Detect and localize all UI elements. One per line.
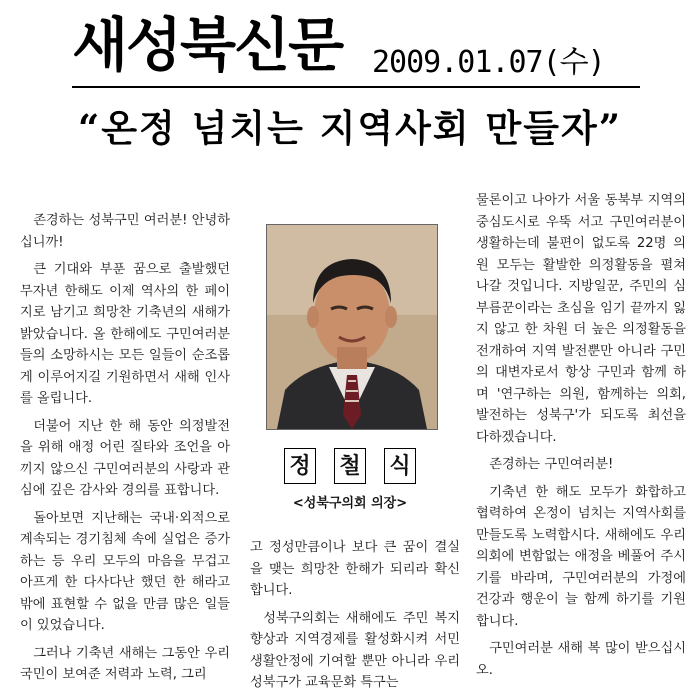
article-paragraph: 고 정성만큼이나 보다 큰 꿈이 결실을 맺는 희망찬 한해가 되리라 확신합니다.: [250, 540, 460, 598]
article-paragraph: 기축년 한 해도 모두가 화합하고 협력하여 온정이 넘치는 지역사회를 만들도록 노력합시다. 새해에도 우리의회에 변함없는 애정을 베풀어 주시기를 바라며, 구민여러분의 가정에 건강과 행운이 늘 함께 하기를 기원합니다.: [476, 484, 686, 629]
article-paragraph: 돌아보면 지난해는 국내·외적으로 계속되는 경기침체 속에 실업은 증가하는 등 우리 모두의 마음을 무겁고 아프게 한 다사다난 했던 한 해라고 밖에 표현할 수 없을 만큼 많은 일들이 있었습니다.: [20, 510, 230, 633]
article-paragraph: 성북구의회는 새해에도 주민 복지향상과 지역경제를 활성화시켜 서민생활안정에 기여할 뿐만 아니라 우리 성북구가 교육문화 특구는: [250, 610, 460, 690]
article-paragraph: 존경하는 성북구민 여러분! 안녕하십니까!: [20, 213, 230, 250]
name-character: 식: [384, 448, 416, 484]
masthead: [72, 6, 642, 88]
portrait-photo: [266, 224, 438, 430]
article-paragraph: 그러나 기축년 새해는 그동안 우리 국민이 보여준 저력과 노력, 그리: [20, 645, 230, 682]
newspaper-name: 새성북신문: [72, 11, 343, 79]
portrait-illustration: [267, 225, 437, 429]
article-paragraph: 구민여러분 새해 복 많이 받으십시오.: [476, 641, 686, 678]
name-character: 철: [334, 448, 366, 484]
nameplate: [280, 448, 420, 528]
article-paragraph: 더불어 지난 한 해 동안 의정발전을 위해 애정 어린 질타와 조언을 아끼지 않으신 구민여러분의 사랑과 관심에 깊은 감사와 경의를 표합니다.: [20, 418, 230, 498]
article-column-right: [476, 190, 686, 687]
article-paragraph: 큰 기대와 부푼 꿈으로 출발했던 무자년 한해도 이제 역사의 한 페이지로 남기고 희망찬 기축년의 새해가 밝았습니다. 올 한해에도 구민여러분들의 소망하시는 모든 일들이 순조롭게 이루어지길 기원하면서 새해 인사를 올립니다.: [20, 262, 230, 406]
masthead-rule: [72, 86, 640, 88]
article-paragraph: 존경하는 구민여러분!: [489, 457, 614, 472]
headline: “온정 넘치는 지역사회 만들자”: [77, 106, 623, 150]
photo-caption: <성북구의회 의장>: [292, 496, 408, 511]
publication-date: 2009.01.07(수): [372, 45, 605, 80]
article-paragraph: 물론이고 나아가 서울 동북부 지역의 중심도시로 우뚝 서고 구민여러분이 생활하는데 불편이 없도록 22명 의원 모두는 활발한 의정활동을 펼쳐 나갈 것입니다. 지방일꾼, 주민의 심부름꾼이라는 초심을 임기 끝까지 잃지 않고 한 차원 더 높은 의정활동을 전개하여 지역 발전뿐만 아니라 구민의 대변자로서 항상 구민과 함께 하며 '연구하는 의원, 함께하는 의회, 발전하는 성북구'가 되도록 최선을 다하겠습니다.: [476, 193, 686, 445]
article-column-left: [20, 210, 230, 692]
name-character: 정: [284, 448, 316, 484]
article-column-middle: [250, 537, 460, 700]
